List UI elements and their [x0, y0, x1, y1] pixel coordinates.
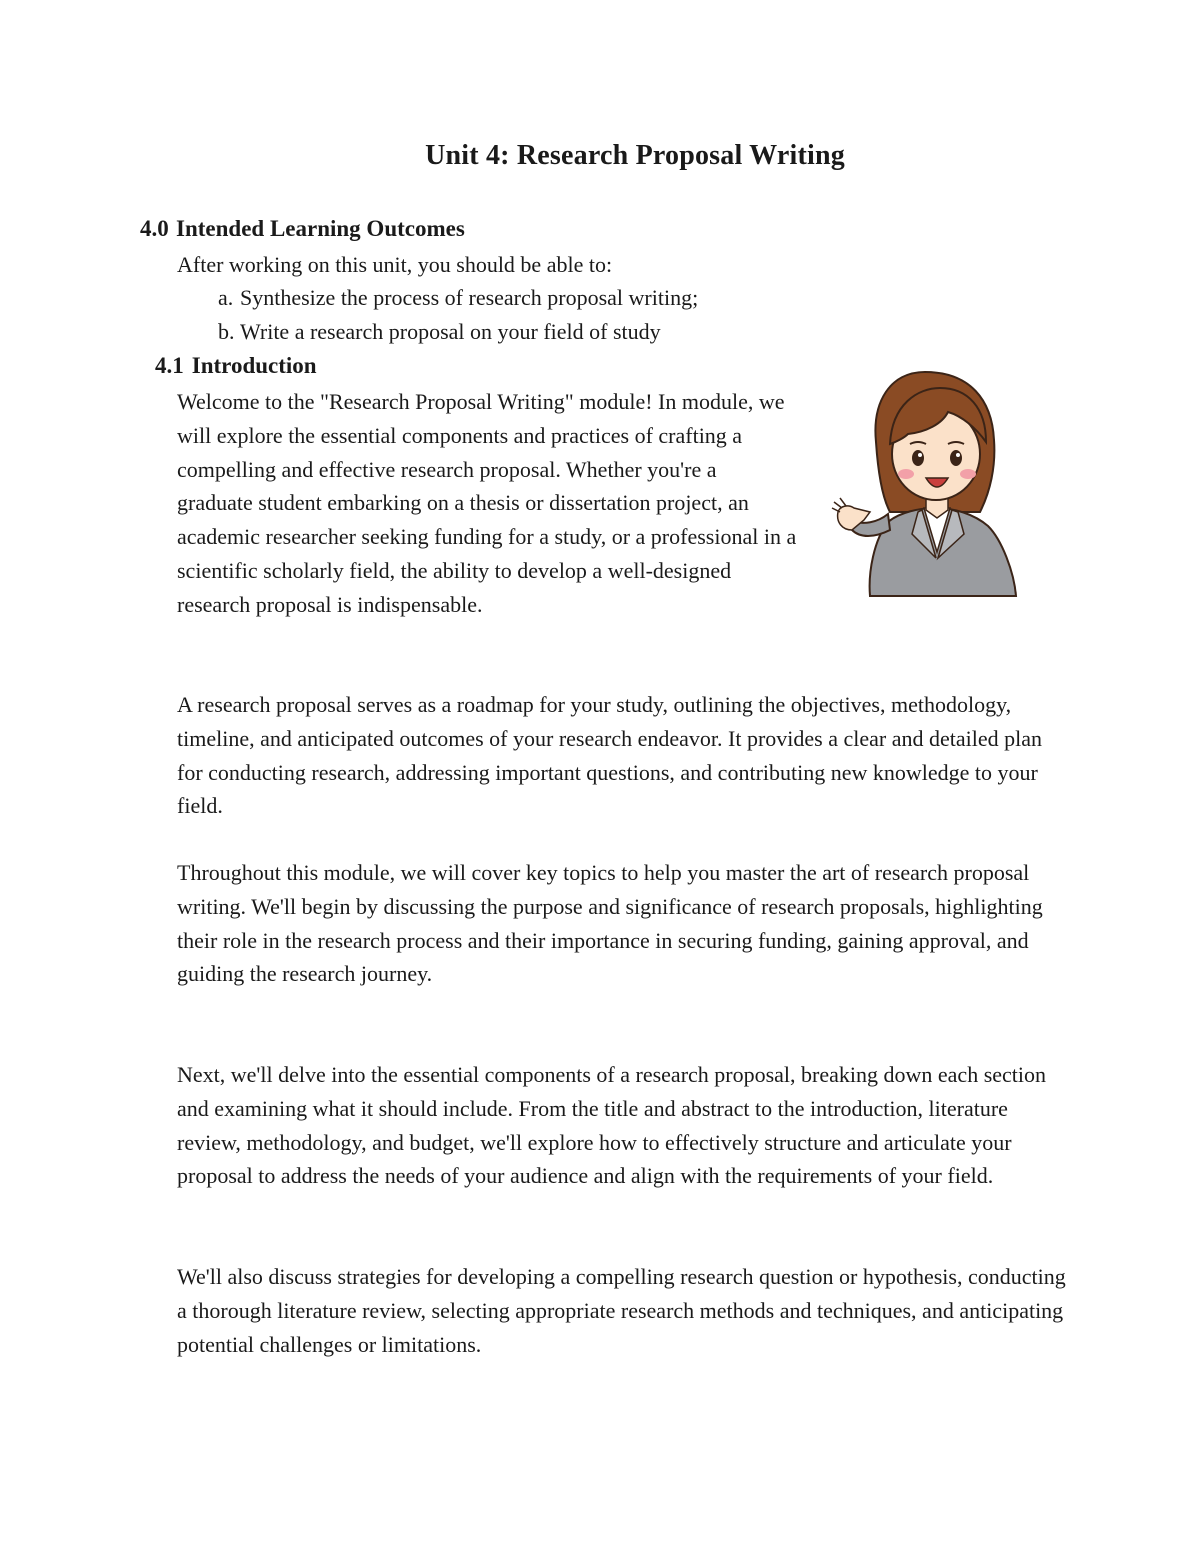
- outcome-label: b.: [218, 319, 235, 344]
- outcomes-intro: After working on this unit, you should be able to:: [177, 252, 613, 277]
- intro-paragraph: Throughout this module, we will cover key topics to help you master the art of research proposal writing. We'll begin by discussing the purpose and significance of research proposals, highlighting their role in the research process and their importance in securing funding, gaining approval, and guiding the research journey.: [177, 860, 1043, 987]
- section-title: Introduction: [191, 353, 317, 378]
- section-heading-introduction: [155, 353, 317, 379]
- section-number: 4.0: [140, 216, 169, 241]
- intro-paragraph: Next, we'll delve into the essential components of a research proposal, breaking down each section and examining what it should include. From the title and abstract to the introduction, literature review, methodology, and budget, we'll explore how to effectively structure and articulate your proposal to address the needs of your audience and align with the requirements of your field.: [177, 1062, 1047, 1189]
- page-title: Unit 4: Research Proposal Writing: [425, 140, 845, 171]
- section-number: 4.1: [155, 353, 184, 378]
- outcome-item: [218, 319, 661, 345]
- intro-paragraph: We'll also discuss strategies for developing a compelling research question or hypothesis, conducting a thorough literature review, selecting appropriate research methods and techniques, and anticipating potential challenges or limitations.: [177, 1264, 1066, 1357]
- presenter-woman-icon: [830, 362, 1040, 598]
- outcome-text: Synthesize the process of research proposal writing;: [240, 285, 699, 310]
- outcome-item: [218, 285, 698, 311]
- outcome-label: a.: [218, 285, 234, 310]
- outcome-text: Write a research proposal on your field of study: [240, 319, 661, 344]
- section-title: Intended Learning Outcomes: [176, 216, 465, 241]
- intro-paragraph: A research proposal serves as a roadmap for your study, outlining the objectives, methodology, timeline, and anticipated outcomes of your research endeavor. It provides a clear and detailed plan for conducting research, addressing important questions, and contributing new knowledge to your field.: [177, 692, 1042, 819]
- intro-paragraph: Welcome to the "Research Proposal Writing" module! In module, we will explore the essential components and practices of crafting a compelling and effective research proposal. Whether you're a graduate student embarking on a thesis or dissertation project, an academic researcher seeking funding for a study, or a professional in a scientific scholarly field, the ability to develop a well-designed research proposal is indispensable.: [177, 389, 797, 617]
- section-heading-learning-outcomes: [140, 216, 465, 242]
